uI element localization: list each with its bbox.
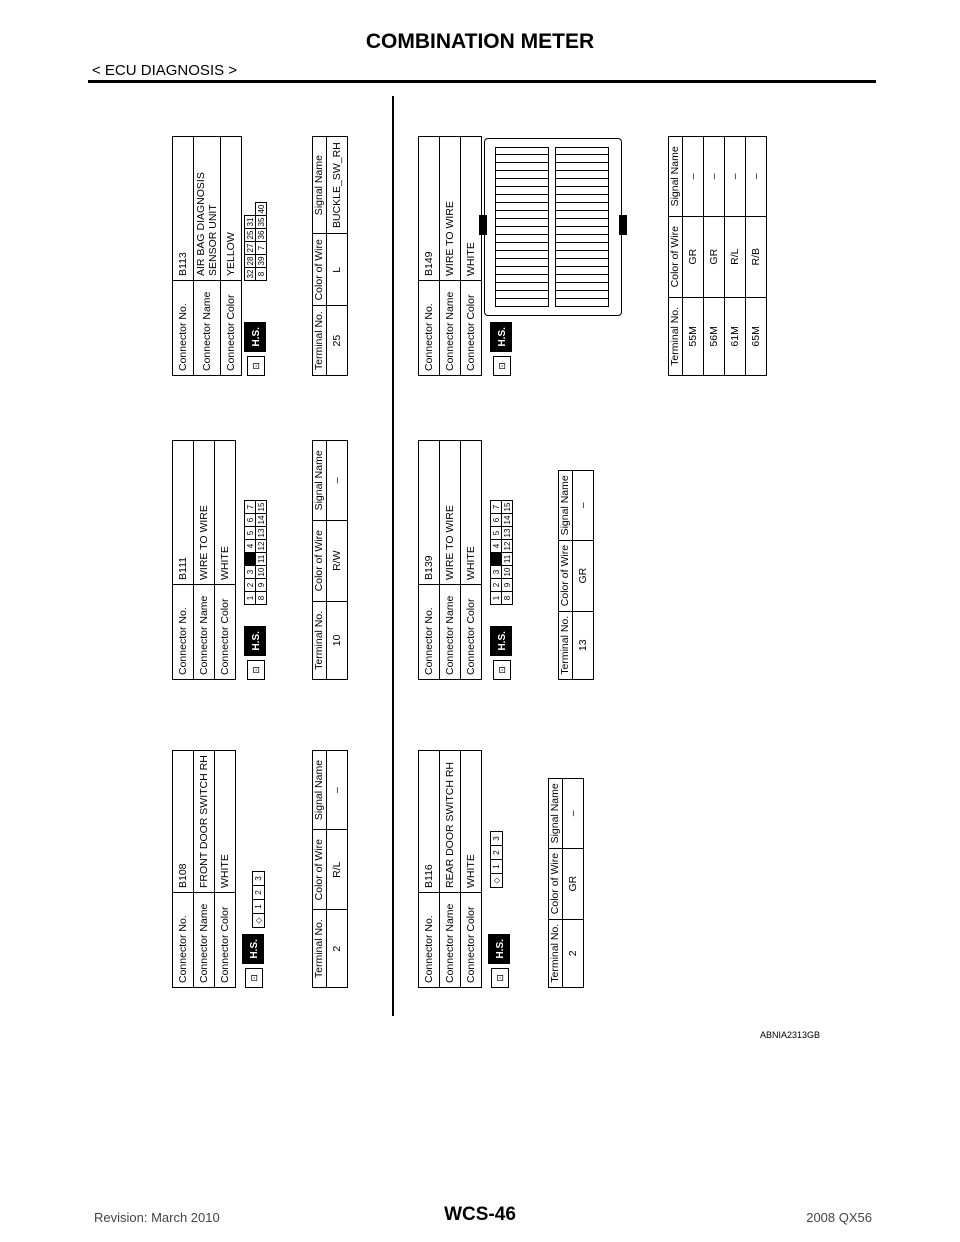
connector-info-table bbox=[418, 750, 482, 988]
pin: 13 bbox=[502, 527, 513, 540]
connector-latch bbox=[619, 215, 627, 235]
terminal-cell: 2 bbox=[327, 910, 348, 988]
pin: 1 bbox=[253, 900, 265, 914]
model-year: 2008 QX56 bbox=[806, 1210, 872, 1225]
column-divider bbox=[392, 96, 394, 1016]
label-connector-name: Connector Name bbox=[440, 281, 461, 376]
terminal-cell: 55M bbox=[683, 297, 704, 375]
terminal-table bbox=[668, 136, 767, 376]
hs-badge bbox=[488, 934, 510, 988]
hs-label: H.S. bbox=[244, 626, 266, 655]
wire-cell: R/B bbox=[746, 216, 767, 297]
label-connector-color: Connector Color bbox=[461, 585, 482, 680]
header-signal-name: Signal Name bbox=[313, 441, 327, 521]
signal-cell: BUCKLE_SW_RH bbox=[327, 137, 348, 234]
connector-b111 bbox=[172, 440, 372, 680]
connector-icon: ⊡ bbox=[493, 356, 511, 376]
header-wire-color: Color of Wire bbox=[313, 234, 327, 306]
connector-b139 bbox=[418, 440, 618, 680]
connector-icon: ⊡ bbox=[491, 968, 509, 988]
pin: 12 bbox=[256, 540, 267, 553]
label-connector-color: Connector Color bbox=[215, 585, 236, 680]
connector-icon: ⊡ bbox=[247, 356, 265, 376]
pin: 28 bbox=[245, 255, 256, 268]
pin: 8 bbox=[256, 592, 267, 605]
header-terminal-no: Terminal No. bbox=[559, 611, 573, 679]
connector-no-value: B116 bbox=[419, 751, 440, 893]
pin: 6 bbox=[245, 514, 256, 527]
pin: 5 bbox=[491, 527, 502, 540]
multi-pin-connector-diagram bbox=[484, 138, 622, 316]
pin: 9 bbox=[256, 579, 267, 592]
pin: 14 bbox=[256, 514, 267, 527]
table-row bbox=[725, 137, 746, 376]
table-row bbox=[746, 137, 767, 376]
header-terminal-no: Terminal No. bbox=[313, 910, 327, 988]
pin: 2 bbox=[491, 846, 503, 860]
terminal-table bbox=[312, 136, 348, 376]
terminal-table bbox=[558, 470, 594, 680]
pin: 2 bbox=[245, 579, 256, 592]
pin: 32 bbox=[245, 268, 256, 281]
pin: 1 bbox=[491, 592, 502, 605]
signal-cell: – bbox=[573, 471, 594, 541]
hs-badge bbox=[244, 322, 266, 376]
table-row bbox=[683, 137, 704, 376]
pin: 15 bbox=[502, 501, 513, 514]
table-row bbox=[573, 471, 594, 680]
connector-icon: ⊡ bbox=[493, 660, 511, 680]
pin: 31 bbox=[245, 216, 256, 229]
pin: 15 bbox=[256, 501, 267, 514]
breadcrumb: < ECU DIAGNOSIS > bbox=[92, 62, 238, 79]
label-connector-name: Connector Name bbox=[194, 585, 215, 680]
pin: 25 bbox=[245, 229, 256, 242]
terminal-cell: 65M bbox=[746, 297, 767, 375]
connector-name-value: WIRE TO WIRE bbox=[440, 441, 461, 585]
connector-color-value: WHITE bbox=[461, 441, 482, 585]
pin-grid-upper bbox=[495, 147, 549, 307]
signal-cell: – bbox=[327, 441, 348, 521]
hs-badge bbox=[490, 322, 512, 376]
pin: 11 bbox=[256, 553, 267, 566]
header-wire-color: Color of Wire bbox=[313, 830, 327, 910]
pin: 5 bbox=[245, 527, 256, 540]
connector-color-value: WHITE bbox=[461, 751, 482, 893]
connector-color-value: YELLOW bbox=[221, 137, 242, 281]
connector-b116 bbox=[418, 750, 618, 988]
label-connector-name: Connector Name bbox=[194, 893, 215, 988]
pin-layout bbox=[244, 500, 267, 605]
pin: 2 bbox=[491, 579, 502, 592]
page-title: COMBINATION METER bbox=[365, 30, 595, 53]
pin: 11 bbox=[502, 553, 513, 566]
pin: 9 bbox=[502, 579, 513, 592]
header-wire-color: Color of Wire bbox=[559, 540, 573, 611]
header-terminal-no: Terminal No. bbox=[313, 601, 327, 679]
connector-latch bbox=[479, 215, 487, 235]
pin-layout bbox=[244, 202, 267, 281]
connector-color-value: WHITE bbox=[215, 751, 236, 893]
connector-b113 bbox=[172, 136, 372, 376]
pin: 14 bbox=[502, 514, 513, 527]
label-connector-name: Connector Name bbox=[440, 585, 461, 680]
pin: 35 bbox=[256, 216, 267, 229]
header-wire-color: Color of Wire bbox=[669, 216, 683, 297]
table-row bbox=[327, 441, 348, 680]
pin: 3 bbox=[491, 566, 502, 579]
pin-grid-lower bbox=[555, 147, 609, 307]
pin: 3 bbox=[245, 566, 256, 579]
label-connector-no: Connector No. bbox=[173, 281, 194, 376]
pin: 13 bbox=[256, 527, 267, 540]
figure-id: ABNIA2313GB bbox=[760, 1030, 821, 1040]
wire-cell: GR bbox=[683, 216, 704, 297]
pin: 8 bbox=[502, 592, 513, 605]
label-connector-name: Connector Name bbox=[440, 893, 461, 988]
header-signal-name: Signal Name bbox=[313, 751, 327, 830]
pin-layout bbox=[490, 500, 513, 605]
connector-color-value: WHITE bbox=[461, 137, 482, 281]
wire-cell: R/L bbox=[327, 830, 348, 910]
wire-cell: GR bbox=[573, 540, 594, 611]
key-icon: ◇ bbox=[253, 914, 265, 928]
hs-badge bbox=[244, 626, 266, 680]
label-connector-no: Connector No. bbox=[419, 585, 440, 680]
pin-layout bbox=[490, 831, 503, 888]
label-connector-color: Connector Color bbox=[461, 281, 482, 376]
header-signal-name: Signal Name bbox=[559, 471, 573, 541]
pin: 36 bbox=[256, 229, 267, 242]
connector-info-table bbox=[418, 136, 482, 376]
table-row bbox=[704, 137, 725, 376]
connector-b108 bbox=[172, 750, 372, 988]
connector-icon: ⊡ bbox=[247, 660, 265, 680]
header-signal-name: Signal Name bbox=[549, 779, 563, 849]
terminal-cell: 10 bbox=[327, 601, 348, 679]
signal-cell: – bbox=[704, 137, 725, 217]
pin: 1 bbox=[491, 860, 503, 874]
connector-no-value: B113 bbox=[173, 137, 194, 281]
header-signal-name: Signal Name bbox=[669, 137, 683, 217]
signal-cell: – bbox=[327, 751, 348, 830]
pin: 3 bbox=[253, 872, 265, 886]
label-connector-color: Connector Color bbox=[215, 893, 236, 988]
connector-name-value: WIRE TO WIRE bbox=[440, 137, 461, 281]
hs-badge bbox=[242, 934, 264, 988]
header-terminal-no: Terminal No. bbox=[313, 306, 327, 376]
wire-cell: GR bbox=[563, 848, 584, 919]
hs-label: H.S. bbox=[244, 322, 266, 351]
terminal-table bbox=[548, 778, 584, 988]
terminal-cell: 13 bbox=[573, 611, 594, 679]
terminal-cell: 2 bbox=[563, 919, 584, 987]
connector-no-value: B139 bbox=[419, 441, 440, 585]
pin: 12 bbox=[502, 540, 513, 553]
connector-info-table bbox=[418, 440, 482, 680]
hs-label: H.S. bbox=[490, 322, 512, 351]
pin: 7 bbox=[256, 242, 267, 255]
key-icon: ◇ bbox=[491, 874, 503, 888]
hs-badge bbox=[490, 626, 512, 680]
label-connector-color: Connector Color bbox=[221, 281, 242, 376]
header-rule bbox=[88, 80, 876, 83]
header-wire-color: Color of Wire bbox=[549, 848, 563, 919]
label-connector-no: Connector No. bbox=[173, 585, 194, 680]
connector-name-value: FRONT DOOR SWITCH RH bbox=[194, 751, 215, 893]
connector-name-value: AIR BAG DIAGNOSIS SENSOR UNIT bbox=[194, 137, 221, 281]
header-wire-color: Color of Wire bbox=[313, 520, 327, 601]
connector-name-value: WIRE TO WIRE bbox=[194, 441, 215, 585]
wire-cell: GR bbox=[704, 216, 725, 297]
connector-color-value: WHITE bbox=[215, 441, 236, 585]
pin: 4 bbox=[491, 540, 502, 553]
label-connector-color: Connector Color bbox=[461, 893, 482, 988]
wire-cell: R/L bbox=[725, 216, 746, 297]
terminal-cell: 61M bbox=[725, 297, 746, 375]
pin: 3 bbox=[491, 832, 503, 846]
pin: 27 bbox=[245, 242, 256, 255]
connector-info-table bbox=[172, 750, 236, 988]
terminal-cell: 25 bbox=[327, 306, 348, 376]
table-row bbox=[563, 779, 584, 988]
pin: 10 bbox=[502, 566, 513, 579]
pin: 1 bbox=[245, 592, 256, 605]
terminal-cell: 56M bbox=[704, 297, 725, 375]
label-connector-name: Connector Name bbox=[194, 281, 221, 376]
header-signal-name: Signal Name bbox=[313, 137, 327, 234]
pin: 2 bbox=[253, 886, 265, 900]
table-row bbox=[327, 751, 348, 988]
pin: 7 bbox=[491, 501, 502, 514]
connector-info-table bbox=[172, 136, 242, 376]
terminal-table bbox=[312, 440, 348, 680]
pin: 8 bbox=[256, 268, 267, 281]
page-number: WCS-46 bbox=[444, 1204, 516, 1225]
connector-b149 bbox=[418, 136, 778, 376]
pin: 6 bbox=[491, 514, 502, 527]
signal-cell: – bbox=[746, 137, 767, 217]
signal-cell: – bbox=[683, 137, 704, 217]
signal-cell: – bbox=[563, 779, 584, 849]
pin: 10 bbox=[256, 566, 267, 579]
hs-label: H.S. bbox=[488, 934, 510, 963]
header-terminal-no: Terminal No. bbox=[669, 297, 683, 375]
connector-name-value: REAR DOOR SWITCH RH bbox=[440, 751, 461, 893]
wire-cell: L bbox=[327, 234, 348, 306]
pin: 39 bbox=[256, 255, 267, 268]
connector-info-table bbox=[172, 440, 236, 680]
connector-no-value: B149 bbox=[419, 137, 440, 281]
table-row bbox=[327, 137, 348, 376]
pin-layout bbox=[252, 871, 265, 928]
key-block bbox=[491, 553, 502, 566]
label-connector-no: Connector No. bbox=[173, 893, 194, 988]
header-terminal-no: Terminal No. bbox=[549, 919, 563, 987]
terminal-table bbox=[312, 750, 348, 988]
connector-no-value: B111 bbox=[173, 441, 194, 585]
revision-date: Revision: March 2010 bbox=[94, 1210, 220, 1225]
hs-label: H.S. bbox=[242, 934, 264, 963]
signal-cell: – bbox=[725, 137, 746, 217]
label-connector-no: Connector No. bbox=[419, 281, 440, 376]
pin: 7 bbox=[245, 501, 256, 514]
pin: 40 bbox=[256, 203, 267, 216]
connector-no-value: B108 bbox=[173, 751, 194, 893]
key-block bbox=[245, 553, 256, 566]
hs-label: H.S. bbox=[490, 626, 512, 655]
label-connector-no: Connector No. bbox=[419, 893, 440, 988]
pin: 4 bbox=[245, 540, 256, 553]
wire-cell: R/W bbox=[327, 520, 348, 601]
connector-icon: ⊡ bbox=[245, 968, 263, 988]
